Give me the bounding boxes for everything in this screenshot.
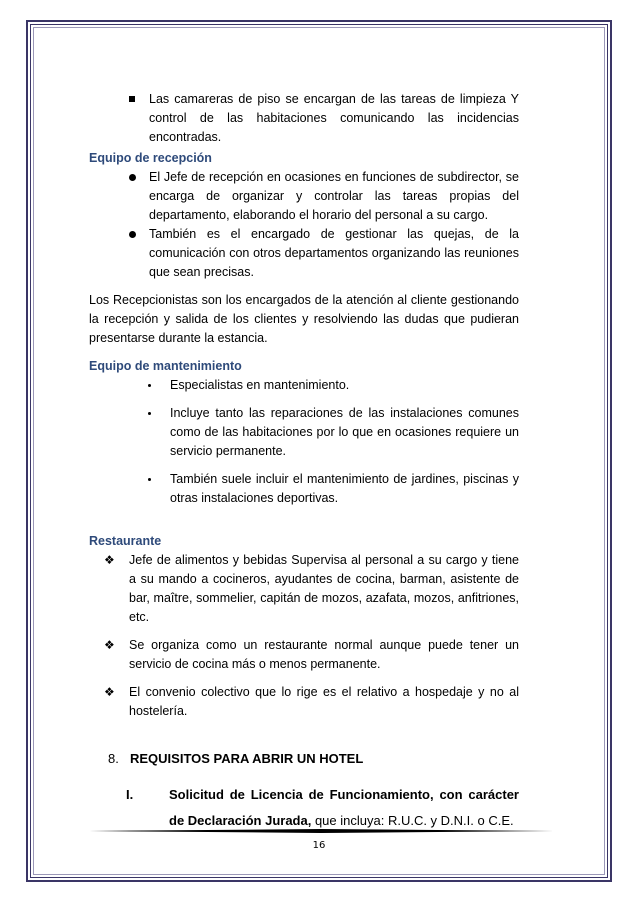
list-item [89, 636, 519, 674]
list-item-text: Se organiza como un restaurante normal aunque puede tener un servicio de cocina más o menos permanente. [129, 638, 519, 671]
list-item [89, 470, 519, 508]
section-title: REQUISITOS PARA ABRIR UN HOTEL [130, 751, 364, 766]
heading-mantenimiento: Equipo de mantenimiento [89, 359, 242, 373]
recepcionistas-paragraph: Los Recepcionistas son los encargados de la atención al cliente gestionando la recepción y salida de los clientes y resolviendo las dudas que pudieran presentarse durante la estancia. [89, 293, 519, 345]
diamond-bullet-icon: ❖ [104, 685, 115, 699]
list-item-text: También suele incluir el mantenimiento de jardines, piscinas y otras instalaciones deportivas. [170, 472, 519, 505]
section-heading-8 [89, 749, 519, 768]
list-item [89, 376, 519, 395]
list-item-text: El Jefe de recepción en ocasiones en funciones de subdirector, se encarga de organizar y controlar las tareas propias del departamento, elaborando el horario del personal a su cargo. [149, 170, 519, 222]
heading-recepcion: Equipo de recepción [89, 151, 212, 165]
list-item-text: Las camareras de piso se encargan de las tareas de limpieza Y control de las habitaciones comunicando las incidencias encontradas. [149, 92, 519, 144]
requirement-item [89, 782, 519, 834]
list-item [89, 168, 519, 225]
small-dot-bullet-icon [148, 478, 151, 481]
list-item-text: También es el encargado de gestionar las quejas, de la comunicación con otros departamentos organizando las reuniones que sean precisas. [149, 227, 519, 279]
list-item [89, 683, 519, 721]
heading-restaurante: Restaurante [89, 534, 162, 548]
page-content [89, 90, 519, 834]
dot-bullet-icon [129, 231, 136, 238]
list-item-text: Incluye tanto las reparaciones de las instalaciones comunes como de las habitaciones por lo que en ocasiones requiere un servicio permanente. [170, 406, 519, 458]
list-item [89, 225, 519, 282]
requirement-bold-text: Solicitud de Licencia de Funcionamiento, con carácter de Declaración Jurada, [169, 787, 519, 828]
roman-numeral: I. [126, 787, 134, 802]
diamond-bullet-icon: ❖ [104, 553, 115, 567]
square-bullet-icon [129, 96, 135, 102]
list-item [89, 90, 519, 147]
page-number: 16 [312, 840, 326, 851]
section-number: 8. [108, 751, 119, 766]
list-item-text: Jefe de alimentos y bebidas Supervisa al personal a su cargo y tiene a su mando a cocineros, ayudantes de cocina, barman, asistente de bar, maître, sommelier, capitán de mozos, azafata, mozos, anfitriones, etc. [129, 553, 519, 624]
restaurante-list [89, 551, 519, 721]
mantenimiento-list [89, 376, 519, 508]
small-dot-bullet-icon [148, 412, 151, 415]
list-item [89, 404, 519, 461]
camareras-list [89, 90, 519, 147]
list-item-text: Especialistas en mantenimiento. [170, 378, 350, 392]
small-dot-bullet-icon [148, 384, 151, 387]
footer-divider [89, 829, 554, 833]
list-item-text: El convenio colectivo que lo rige es el relativo a hospedaje y no al hostelería. [129, 685, 519, 718]
dot-bullet-icon [129, 174, 136, 181]
requirement-text: que incluya: R.U.C. y D.N.I. o C.E. [311, 813, 514, 828]
recepcion-list [89, 168, 519, 282]
list-item [89, 551, 519, 627]
diamond-bullet-icon: ❖ [104, 638, 115, 652]
